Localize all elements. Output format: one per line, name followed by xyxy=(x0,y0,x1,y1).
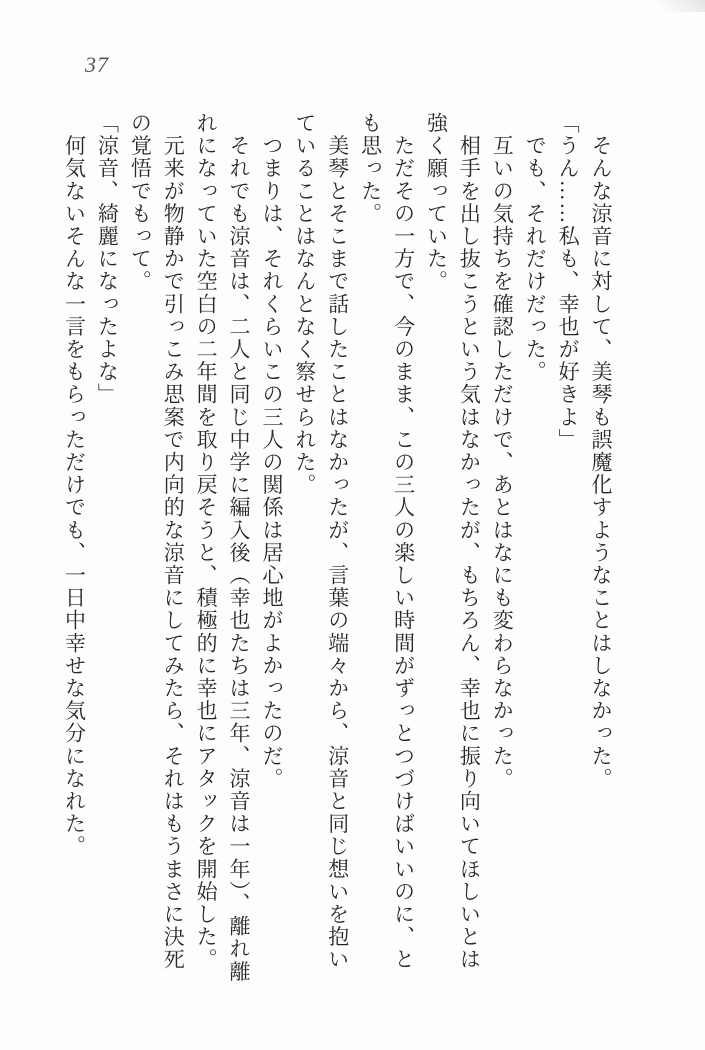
text-line: も思った。 xyxy=(358,112,383,225)
text-line: の覚悟でもって。 xyxy=(128,112,153,293)
scan-corner-shade xyxy=(641,0,705,12)
text-line: ただその一方で、今のまま、この三人の楽しい時間がずっとつづけばいいのに、と xyxy=(391,112,416,971)
text-line: ていることはなんとなく察せられた。 xyxy=(292,112,317,497)
text-line: それでも涼音は、二人と同じ中学に編入後（幸也たちは三年、涼音は一年）、離れ離 xyxy=(227,112,252,983)
text-line: 「うん……私も、幸也が好きよ」 xyxy=(556,112,581,451)
text-line: 相手を出し抜こうという気はなかったが、もちろん、幸也に振り向いてほしいとは xyxy=(457,112,482,971)
text-line: 強く願っていた。 xyxy=(424,112,449,293)
text-line: そんな涼音に対して、美琴も誤魔化すようなことはしなかった。 xyxy=(589,112,613,790)
text-line: 互いの気持ちを確認しただけで、あとはなにも変わらなかった。 xyxy=(490,112,515,790)
text-line: 元来が物静かで引っこみ思案で内向的な涼音にしてみたら、それはもうまさに決死 xyxy=(161,112,186,971)
text-line: 「涼音、綺麗になったよな」 xyxy=(95,112,120,406)
text-line: 美琴とそこまで話したことはなかったが、言葉の端々から、涼音と同じ想いを抱い xyxy=(325,112,350,971)
text-line: 何気ないそんな一言をもらっただけでも、一日中幸せな気分になれた。 xyxy=(62,112,87,858)
text-line: つまりは、それくらいこの三人の関係は居心地がよかったのだ。 xyxy=(259,112,284,790)
text-line: れになっていた空白の二年間を取り戻そうと、積極的に幸也にアタックを開始した。 xyxy=(194,112,219,971)
page-number: 37 xyxy=(85,52,109,77)
page-text xyxy=(58,112,617,1037)
text-line: でも、それだけだった。 xyxy=(523,112,548,384)
